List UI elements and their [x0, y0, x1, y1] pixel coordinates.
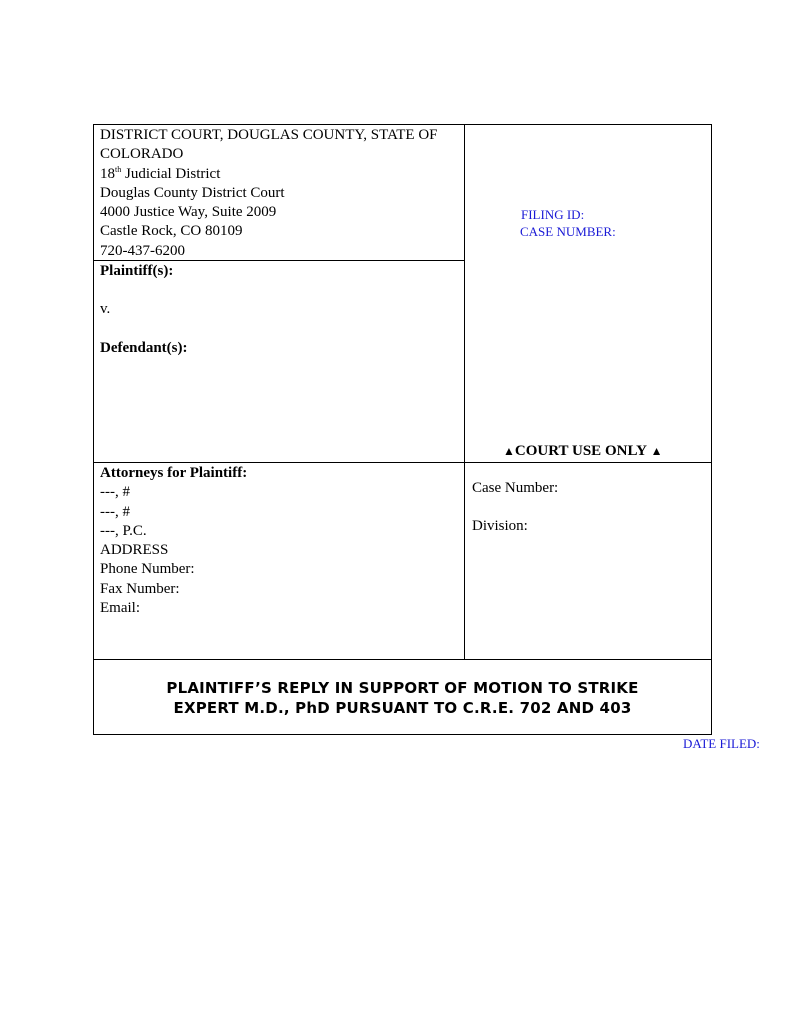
document-title-line-1: PLAINTIFF’S REPLY IN SUPPORT OF MOTION TO STRIKE — [166, 679, 639, 697]
date-filed-stamp: DATE FILED: — [683, 736, 760, 751]
parties-cell — [94, 261, 465, 462]
case-number-stamp: CASE NUMBER: — [520, 224, 616, 239]
triangle-up-icon: ▲ — [503, 444, 515, 458]
attorney-address: ADDRESS — [100, 542, 169, 559]
court-address: 4000 Justice Way, Suite 2009 — [100, 204, 277, 221]
case-caption-table — [93, 124, 712, 735]
document-title-line-2: EXPERT M.D., PhD PURSUANT TO C.R.E. 702 AND 403 — [173, 699, 632, 717]
court-heading: DISTRICT COURT, DOUGLAS COUNTY, STATE OF COLORADO — [100, 127, 438, 163]
attorney-phone: Phone Number: — [100, 561, 195, 578]
attorney-line: ---, # — [100, 503, 130, 520]
judicial-district: 18th Judicial District — [100, 164, 221, 182]
court-use-only-label: ▲COURT USE ONLY ▲ — [503, 443, 663, 459]
court-phone: 720-437-6200 — [100, 242, 185, 259]
court-city: Castle Rock, CO 80109 — [100, 223, 243, 240]
attorney-fax: Fax Number: — [100, 580, 180, 597]
case-number-label: Case Number: — [472, 480, 559, 496]
attorney-line: ---, # — [100, 484, 130, 501]
court-name: Douglas County District Court — [100, 184, 285, 201]
case-number-cell — [465, 462, 711, 660]
court-info-cell — [94, 125, 465, 261]
attorney-firm: ---, P.C. — [100, 522, 147, 539]
filing-info-cell — [465, 125, 711, 462]
defendant-label: Defendant(s): — [100, 339, 188, 356]
document-title-cell — [94, 659, 711, 734]
attorneys-heading: Attorneys for Plaintiff: — [100, 465, 248, 481]
division-label: Division: — [472, 518, 528, 535]
versus-label: v. — [100, 301, 111, 318]
filing-id-label: FILING ID: — [521, 207, 585, 222]
attorney-email: Email: — [100, 600, 140, 617]
plaintiff-label: Plaintiff(s): — [100, 263, 174, 279]
triangle-up-icon: ▲ — [650, 444, 663, 458]
attorney-cell — [94, 462, 465, 660]
